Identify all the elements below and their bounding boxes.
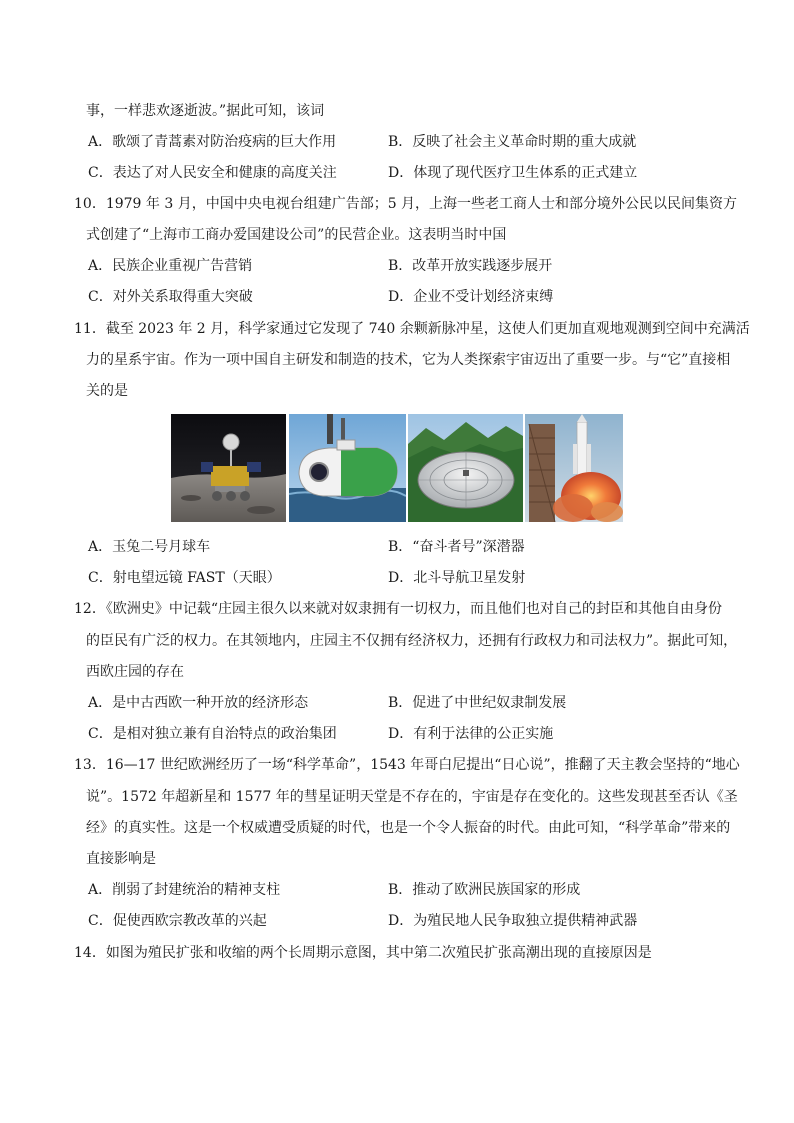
q13-option-c: C．促使西欧宗教改革的兴起 bbox=[88, 913, 267, 929]
q10-stem-line2: 式创建了“上海市工商办爱国建设公司”的民营企业。这表明当时中国 bbox=[86, 227, 507, 243]
q11-option-c: C．射电望远镜 FAST（天眼） bbox=[88, 570, 281, 586]
q12-stem-line3: 西欧庄园的存在 bbox=[86, 664, 184, 680]
q13-stem-line4: 直接影响是 bbox=[86, 851, 156, 867]
q11-stem-line1: 11．截至 2023 年 2 月，科学家通过它发现了 740 余颗新脉冲星，这使人们更加直观地观测到空间中充满活 bbox=[74, 321, 750, 337]
q12-option-a: A．是中古西欧一种开放的经济形态 bbox=[88, 695, 309, 711]
q11-option-d: D．北斗导航卫星发射 bbox=[388, 570, 526, 586]
q9-option-c: C．表达了对人民安全和健康的高度关注 bbox=[88, 165, 337, 181]
q13-stem-line1: 13．16—17 世纪欧洲经历了一场“科学革命”，1543 年哥白尼提出“日心说”，推翻了天主教会坚持的“地心 bbox=[74, 757, 740, 773]
q13-stem-line3: 经》的真实性。这是一个权威遭受质疑的时代，也是一个令人振奋的时代。由此可知，“科学革命”带来的 bbox=[86, 820, 731, 836]
q12-option-d: D．有利于法律的公正实施 bbox=[388, 726, 554, 742]
q10-option-b: B．改革开放实践逐步展开 bbox=[388, 258, 553, 274]
q12-stem-line2: 的臣民有广泛的权力。在其领地内，庄园主不仅拥有经济权力，还拥有行政权力和司法权力”。据此可知， bbox=[86, 633, 738, 649]
q11-option-a: A．玉兔二号月球车 bbox=[88, 539, 211, 555]
q12-option-c: C．是相对独立兼有自治特点的政治集团 bbox=[88, 726, 337, 742]
q13-stem-line2: 说”。1572 年超新星和 1577 年的彗星证明天堂是不存在的，宇宙是存在变化的。这些发现甚至否认《圣 bbox=[86, 789, 738, 805]
q10-option-d: D．企业不受计划经济束缚 bbox=[388, 289, 554, 305]
q12-stem-line1: 12．《欧洲史》中记载“庄园主很久以来就对奴隶拥有一切权力，而且他们也对自己的封臣和其他自由身份 bbox=[74, 601, 722, 617]
lunar-rover-photo bbox=[171, 414, 286, 522]
q11-stem-line3: 关的是 bbox=[86, 383, 128, 399]
q11-photo-strip bbox=[171, 414, 623, 522]
q12-option-b: B．促进了中世纪奴隶制发展 bbox=[388, 695, 567, 711]
q13-option-b: B．推动了欧洲民族国家的形成 bbox=[388, 882, 581, 898]
q11-option-b: B．“奋斗者号”深潜器 bbox=[388, 539, 525, 555]
q10-stem-line1: 10．1979 年 3 月，中国中央电视台组建广告部；5 月，上海一些老工商人士和部分境外公民以民间集资方 bbox=[74, 196, 738, 212]
q9-option-d: D．体现了现代医疗卫生体系的正式建立 bbox=[388, 165, 638, 181]
submersible-photo bbox=[289, 414, 406, 522]
q13-option-a: A．削弱了封建统治的精神支柱 bbox=[88, 882, 281, 898]
q9-option-a: A．歌颂了青蒿素对防治疫病的巨大作用 bbox=[88, 134, 337, 150]
q11-stem-line2: 力的星系宇宙。作为一项中国自主研发和制造的技术，它为人类探索宇宙迈出了重要一步。与“它”直接相 bbox=[86, 352, 731, 368]
q14-stem-line1: 14．如图为殖民扩张和收缩的两个长周期示意图，其中第二次殖民扩张高潮出现的直接原因是 bbox=[74, 945, 652, 961]
q10-option-c: C．对外关系取得重大突破 bbox=[88, 289, 253, 305]
q9-option-b: B．反映了社会主义革命时期的重大成就 bbox=[388, 134, 637, 150]
q13-option-d: D．为殖民地人民争取独立提供精神武器 bbox=[388, 913, 638, 929]
q9-stem-continuation: 事，一样悲欢逐逝波。”据此可知，该词 bbox=[86, 103, 325, 119]
q10-option-a: A．民族企业重视广告营销 bbox=[88, 258, 253, 274]
fast-telescope-photo bbox=[408, 414, 523, 522]
rocket-launch-photo bbox=[525, 414, 623, 522]
